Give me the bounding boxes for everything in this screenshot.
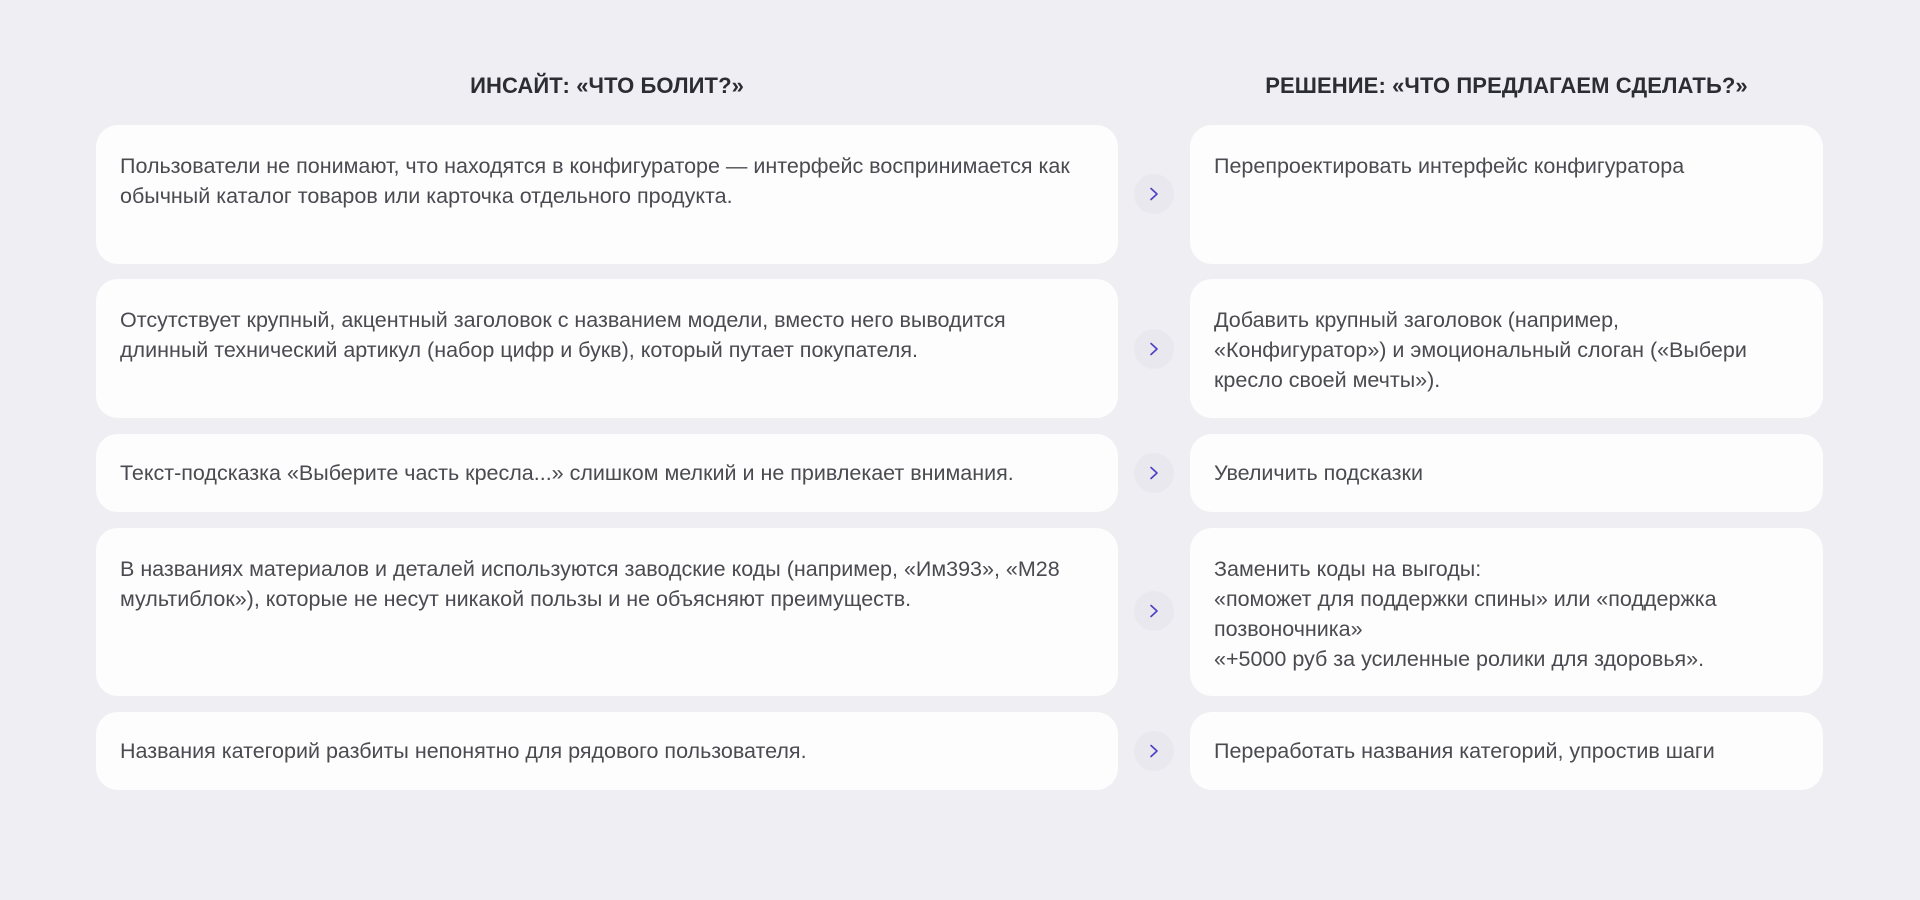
chevron-right-icon: [1148, 342, 1160, 356]
chevron-right-icon: [1148, 604, 1160, 618]
solution-card: [1190, 712, 1823, 790]
insight-solution-row: [0, 279, 1920, 418]
arrow-button[interactable]: [1134, 453, 1174, 493]
solution-column-heading: РЕШЕНИЕ: «ЧТО ПРЕДЛАГАЕМ СДЕЛАТЬ?»: [1265, 73, 1748, 98]
chevron-right-icon: [1148, 744, 1160, 758]
insight-card: [96, 434, 1118, 512]
chevron-right-icon: [1148, 187, 1160, 201]
solution-text: Увеличить подсказки: [1214, 461, 1423, 485]
insight-card: [96, 712, 1118, 790]
solution-text: Перепроектировать интерфейс конфигуратора: [1214, 154, 1685, 178]
insight-text: Текст-подсказка «Выберите часть кресла...» слишком мелкий и не привлекает внимания.: [120, 461, 1014, 485]
arrow-button[interactable]: [1134, 329, 1174, 369]
insight-card: [96, 528, 1118, 696]
solution-card: [1190, 125, 1823, 264]
solution-card: [1190, 528, 1823, 696]
solution-card: [1190, 434, 1823, 512]
insight-solution-row: [0, 528, 1920, 696]
arrow-button[interactable]: [1134, 591, 1174, 631]
insight-solution-row: [0, 434, 1920, 512]
arrow-button[interactable]: [1134, 731, 1174, 771]
insight-solution-row: [0, 712, 1920, 790]
insight-card: [96, 125, 1118, 264]
insight-text: Отсутствует крупный, акцентный заголовок с названием модели, вместо него выводится длинный технический артикул (набор цифр и букв), который путает покупателя.: [120, 308, 1006, 362]
insight-text: Названия категорий разбиты непонятно для рядового пользователя.: [120, 739, 807, 763]
insight-solution-row: [0, 125, 1920, 264]
solution-text: Переработать названия категорий, упростив шаги: [1214, 739, 1715, 763]
arrow-button[interactable]: [1134, 174, 1174, 214]
insight-card: [96, 279, 1118, 418]
solution-text: Добавить крупный заголовок (например, «Конфигуратор») и эмоциональный слоган («Выбери кресло своей мечты»).: [1214, 308, 1747, 392]
insight-text: Пользователи не понимают, что находятся в конфигураторе — интерфейс воспринимается как обычный каталог товаров или карточка отдельного продукта.: [120, 154, 1070, 208]
chevron-right-icon: [1148, 466, 1160, 480]
solution-text: Заменить коды на выгоды: «поможет для поддержки спины» или «поддержка позвоночника» «+5000 руб за усиленные ролики для здоровья».: [1214, 557, 1717, 671]
insight-text: В названиях материалов и деталей используются заводские коды (например, «Им393», «М28 мультиблок»), которые не несут никакой пользы и не объясняют преимуществ.: [120, 557, 1060, 611]
solution-card: [1190, 279, 1823, 418]
insight-column-heading: ИНСАЙТ: «ЧТО БОЛИТ?»: [470, 73, 744, 98]
